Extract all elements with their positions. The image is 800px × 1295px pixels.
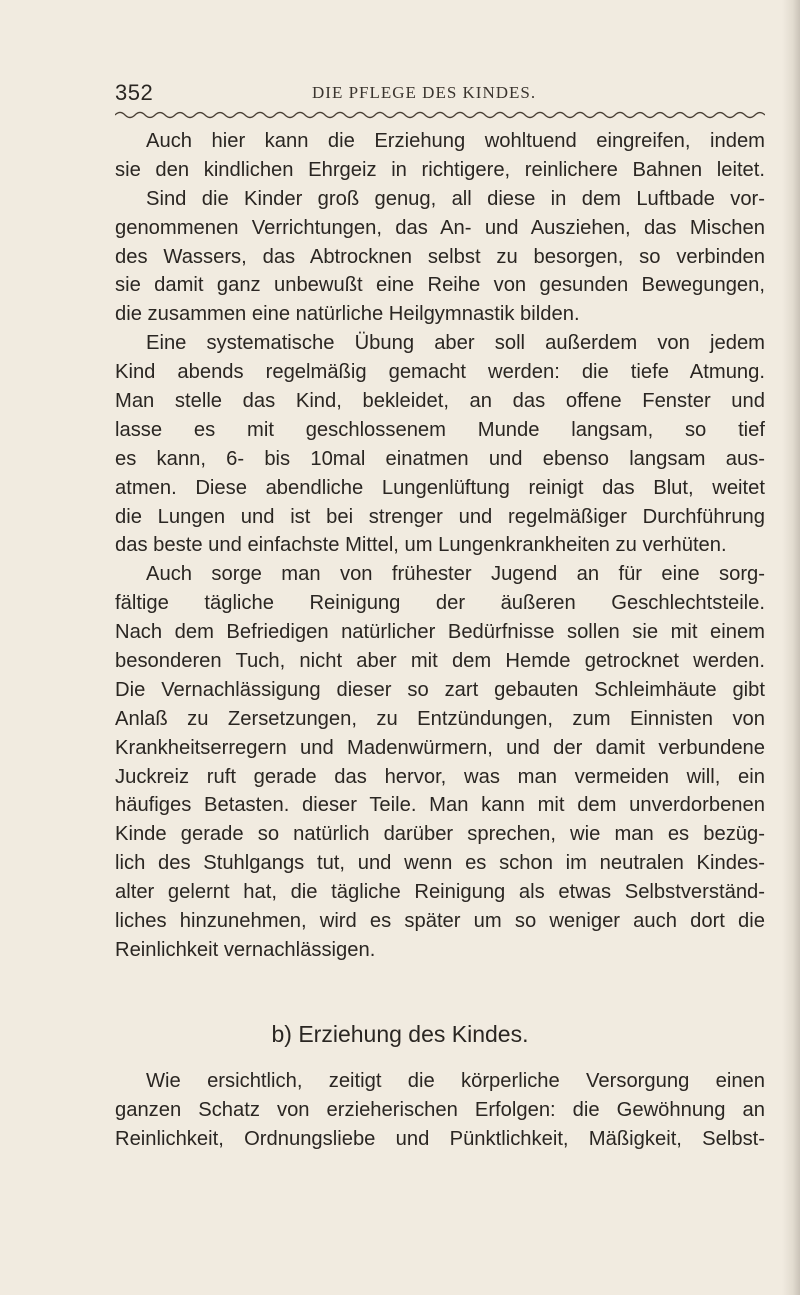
text-line: Kind abends regelmäßig gemacht werden: die tiefe Atmung. bbox=[115, 361, 765, 384]
text-line: Krankheitserregern und Madenwürmern, und der damit verbundene bbox=[115, 736, 765, 759]
text-line: Sind die Kinder groß genug, all diese in dem Luftbade vor- bbox=[146, 187, 765, 210]
text-line: Auch sorge man von frühester Jugend an für eine sorg- bbox=[146, 563, 765, 586]
text-line: sie den kindlichen Ehrgeiz in richtigere, reinlichere Bahnen leitet. bbox=[115, 158, 765, 181]
text-line: Wie ersichtlich, zeitigt die körperliche Versorgung einen bbox=[146, 1070, 765, 1092]
page-number: 352 bbox=[115, 80, 154, 105]
text-line: Auch hier kann die Erziehung wohltuend eingreifen, indem bbox=[146, 130, 765, 152]
text-line: des Wassers, das Abtrocknen selbst zu besorgen, so verbinden bbox=[115, 245, 765, 268]
text-line: lasse es mit geschlossenem Munde langsam, so tief bbox=[115, 418, 765, 441]
text-line: atmen. Diese abendliche Lungenlüftung reinigt das Blut, weitet bbox=[115, 476, 765, 499]
page-header bbox=[115, 80, 765, 110]
text-line: die zusammen eine natürliche Heilgymnastik bilden. bbox=[115, 303, 580, 326]
body-text-section-b bbox=[115, 1067, 765, 1154]
text-line: Reinlichkeit vernachlässigen. bbox=[115, 938, 376, 961]
text-line: häufiges Betasten. dieser Teile. Man kann mit dem unverdorbenen bbox=[115, 794, 765, 817]
text-line: fältige tägliche Reinigung der äußeren Geschlechtsteile. bbox=[115, 592, 765, 615]
text-line: es kann, 6- bis 10mal einatmen und ebenso langsam aus- bbox=[115, 447, 765, 470]
text-line: das beste und einfachste Mittel, um Lungenkrankheiten zu verhüten. bbox=[115, 534, 727, 557]
text-line: Anlaß zu Zersetzungen, zu Entzündungen, zum Einnisten von bbox=[115, 707, 765, 730]
text-line: ganzen Schatz von erzieherischen Erfolgen: die Gewöhnung an bbox=[115, 1098, 765, 1121]
section-heading: b) Erziehung des Kindes. bbox=[271, 1021, 529, 1047]
text-line: sie damit ganz unbewußt eine Reihe von gesunden Bewegungen, bbox=[115, 274, 765, 297]
page-edge-shadow bbox=[782, 0, 800, 1295]
text-line: genommenen Verrichtungen, das An- und Ausziehen, das Mischen bbox=[115, 216, 765, 239]
running-head: DIE PFLEGE DES KINDES. bbox=[312, 83, 537, 102]
text-line: Kinde gerade so natürlich darüber sprechen, wie man es bezüg- bbox=[115, 823, 765, 846]
text-line: die Lungen und ist bei strenger und regelmäßiger Durchführung bbox=[115, 505, 765, 528]
text-line: Reinlichkeit, Ordnungsliebe und Pünktlichkeit, Mäßigkeit, Selbst- bbox=[115, 1127, 765, 1150]
text-line: Man stelle das Kind, bekleidet, an das offene Fenster und bbox=[115, 390, 765, 413]
text-line: Nach dem Befriedigen natürlicher Bedürfnisse sollen sie mit einem bbox=[115, 621, 765, 644]
text-line: liches hinzunehmen, wird es später um so weniger auch dort die bbox=[115, 910, 765, 933]
text-line: besonderen Tuch, nicht aber mit dem Hemde getrocknet werden. bbox=[115, 650, 765, 673]
text-line: Eine systematische Übung aber soll außerdem von jedem bbox=[146, 332, 765, 355]
text-line: lich des Stuhlgangs tut, und wenn es schon im neutralen Kindes- bbox=[115, 852, 765, 875]
body-text-section-a bbox=[115, 127, 765, 965]
text-line: alter gelernt hat, die tägliche Reinigung als etwas Selbstverständ- bbox=[115, 881, 765, 904]
header-wavy-rule bbox=[115, 108, 765, 120]
text-line: Juckreiz ruft gerade das hervor, was man vermeiden will, ein bbox=[115, 765, 765, 788]
text-line: Die Vernachlässigung dieser so zart gebauten Schleimhäute gibt bbox=[115, 678, 765, 701]
